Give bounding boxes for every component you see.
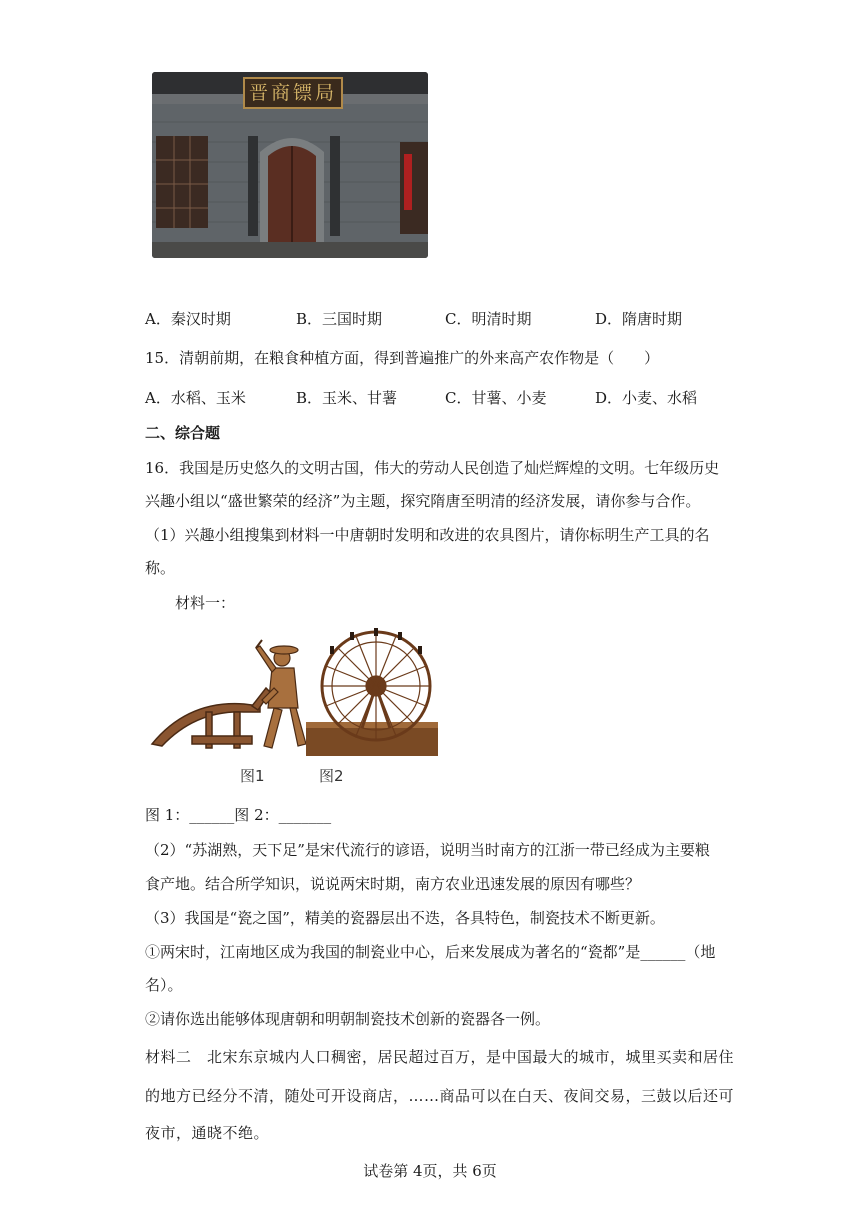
q16-part3-line-1: （3）我国是“瓷之国”，精美的瓷器层出不迭，各具特色，制瓷技术不断更新。 (145, 909, 665, 927)
q15-option-c: C．甘薯、小麦 (445, 389, 547, 407)
q16-part2-line-1: （2）“苏湖熟，天下足”是宋代流行的谚语，说明当时南方的江浙一带已经成为主要粮 (145, 841, 710, 859)
q15-option-d: D．小麦、水稻 (595, 389, 698, 407)
q16-part3-sub2: ②请你选出能够体现唐朝和明朝制瓷技术创新的瓷器各一例。 (145, 1010, 551, 1028)
building-gate-photo (152, 72, 428, 258)
q14-option-a: A．秦汉时期 (145, 310, 231, 328)
q16-part2-line-2: 食产地。结合所学知识，说说两宋时期，南方农业迅速发展的原因有哪些？ (145, 875, 641, 893)
q15-option-b: B．玉米、甘薯 (296, 389, 398, 407)
q16-line-1: 16．我国是历史悠久的文明古国，伟大的劳动人民创造了灿烂辉煌的文明。七年级历史 (145, 459, 720, 477)
figure-2-caption: 图2 (319, 767, 344, 785)
material-two-line-3: 夜市，通晓不绝。 (145, 1124, 270, 1142)
material-two-line-2: 的地方已经分不清，随处可开设商店，……商品可以在白天、夜间交易，三鼓以后还可 (145, 1087, 735, 1105)
material-one-label: 材料一： (175, 594, 236, 612)
material-two-line-1: 材料二 北宋东京城内人口稠密，居民超过百万，是中国最大的城市，城里买卖和居住 (145, 1048, 735, 1066)
q15-option-a: A．水稻、玉米 (145, 389, 246, 407)
section-title: 二、综合题 (145, 424, 221, 442)
figure-1-caption: 图1 (240, 767, 265, 785)
q16-part1-line-2: 称。 (145, 559, 176, 577)
q16-part3-sub1-line-2: 名）。 (145, 976, 183, 994)
figure-answer-blanks: 图 1：______图 2：_______ (145, 806, 332, 824)
page-footer: 试卷第 4页，共 6页 (363, 1162, 497, 1180)
q16-line-2: 兴趣小组以“盛世繁荣的经济”为主题，探究隋唐至明清的经济发展，请你参与合作。 (145, 492, 701, 510)
q16-part1-line-1: （1）兴趣小组搜集到材料一中唐朝时发明和改进的农具图片，请你标明生产工具的名 (145, 526, 710, 544)
q16-part3-sub1-line-1: ①两宋时，江南地区成为我国的制瓷业中心，后来发展成为著名的“瓷都”是______（地 (145, 943, 716, 961)
q14-option-c: C．明清时期 (445, 310, 532, 328)
q14-option-d: D．隋唐时期 (595, 310, 683, 328)
plaque-text: 晋商镖局 (248, 82, 337, 104)
farm-tools-figure (148, 628, 440, 756)
q15-stem: 15．清朝前期，在粮食种植方面，得到普遍推广的外来高产农作物是（ ） (145, 349, 660, 367)
q14-option-b: B．三国时期 (296, 310, 383, 328)
